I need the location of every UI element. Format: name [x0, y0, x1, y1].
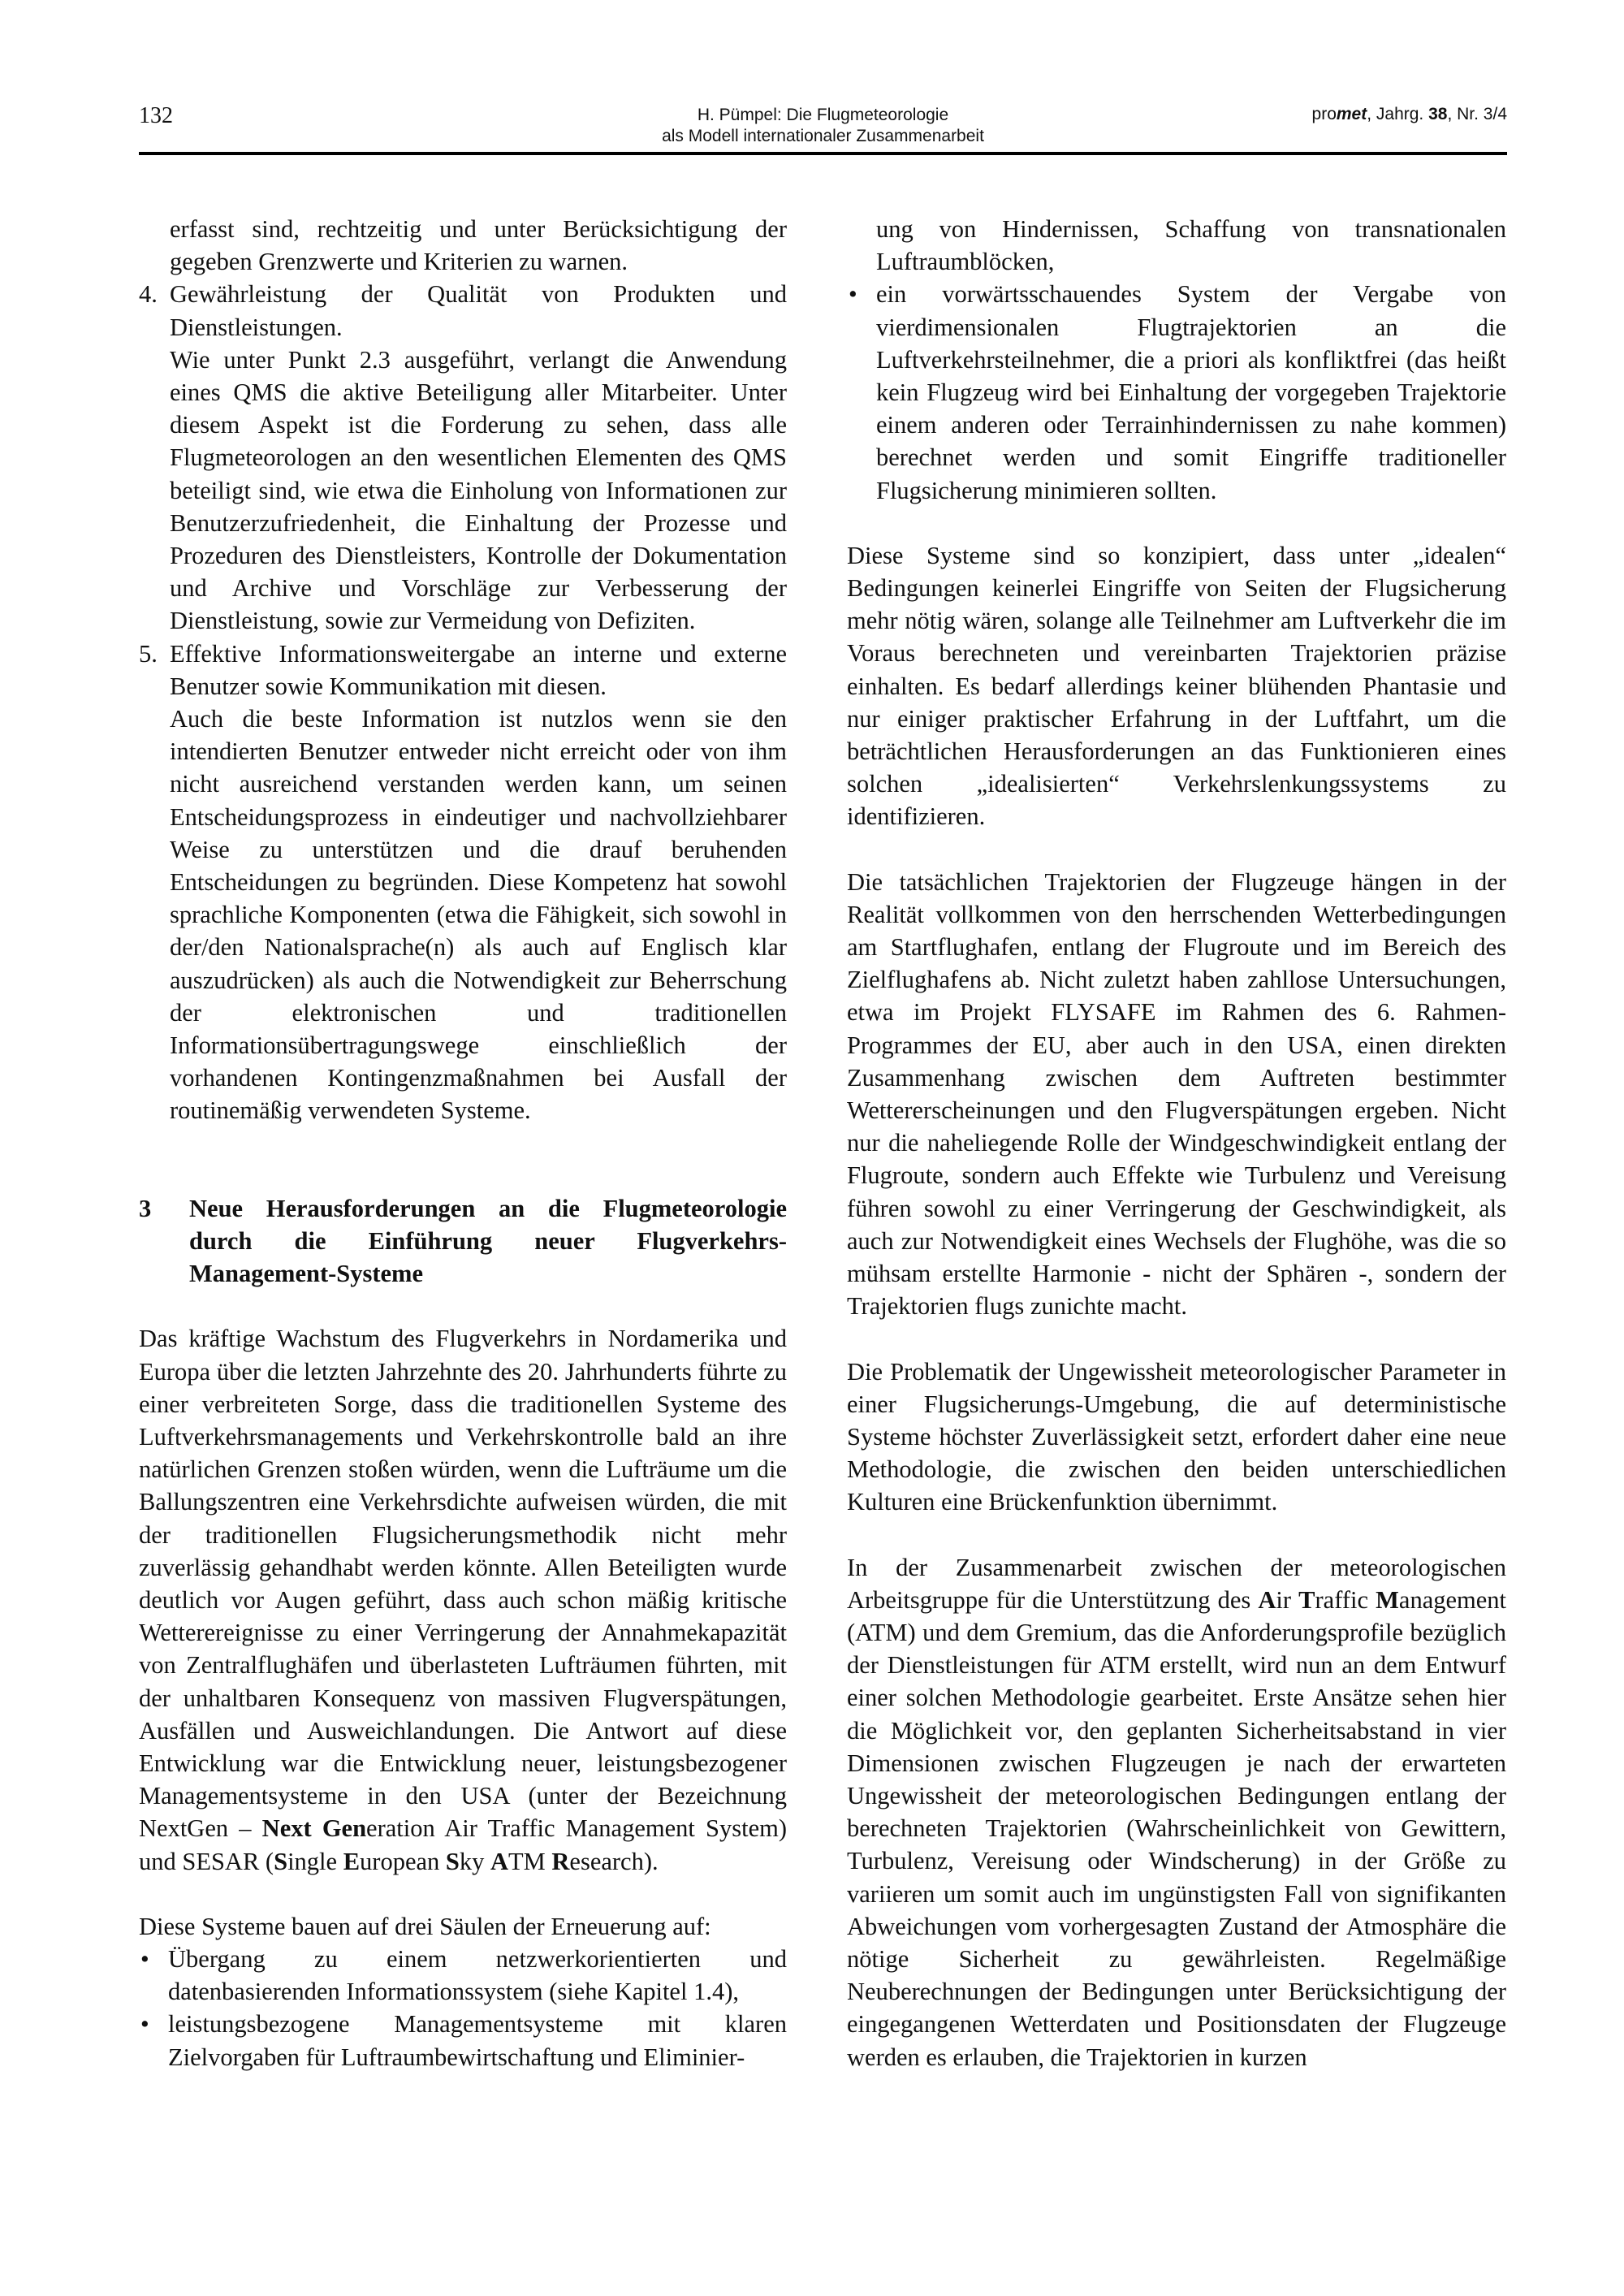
item-number: 5.	[139, 639, 158, 668]
acronym-emphasis: S	[445, 1847, 460, 1875]
journal-name-prefix: pro	[1311, 105, 1337, 123]
paragraph-text: Das kräftige Wachstum des Flugverkehrs in Nordamerika und Europa über die letzten Jahrzehnte des 20. Jahrhunderts führte zu einer verbreiteten Sorge, dass die traditionellen Systeme des Luftverkehrsmanagements und Verkehrskontrolle bald an ihre natürlichen Grenzen stoßen würden, wenn die Lufträume um die Ballungszentren eine Verkehrsdichte aufweisen würden, die mit der traditionellen Flugsicherungsmethodik nicht mehr zuverlässig gehandhabt werden könnte. Allen Beteiligten wurde deutlich vor Augen geführt, dass auch schon mäßig kritische Wetterereignisse zu einer Verringerung der Annahmekapazität von Zentralflughäfen und überlasteten Lufträumen führten, mit der unhaltbaren Konsequenz von massiven Flugverspätungen, Ausfällen und Ausweichlandungen. Die Antwort auf diese Entwicklung war die Entwicklung neuer, leistungsbezogener Managementsysteme in den USA (unter der Bezeichnung NextGen –	[139, 1325, 787, 1843]
item-body: Auch die beste Information ist nutzlos wenn sie den intendierten Benutzer entweder nicht erreicht oder von ihm nicht ausreichend verstanden werden kann, um seinen Entscheidungsprozess in eindeutiger und nachvollziehbarer Weise zu unterstützen und die drauf beruhenden Entscheidungen zu begründen. Diese Kompetenz hat sowohl sprachliche Komponenten (etwa die Fähigkeit, sich sowohl in der/den Nationalsprache(n) als auch auf Englisch klar auszudrücken) als auch die Notwendigkeit zur Beherrschung der elektronischen und traditionellen Informationsübertragungswege einschließlich der vorhandenen Kontingenzmaßnahmen bei Ausfall der routinemäßig verwendeten Systeme.	[170, 705, 787, 1125]
paragraph	[847, 1551, 1506, 2073]
bullet-icon: •	[140, 1944, 149, 1973]
acronym-emphasis: M	[1376, 1585, 1399, 1614]
header-rule	[139, 152, 1507, 155]
text-fragment: ingle	[287, 1847, 343, 1875]
text-fragment	[312, 1814, 322, 1842]
paragraph-continuation: erfasst sind, rechtzeitig und unter Berücksichtigung der gegeben Grenzwerte und Kriterien zu warnen.	[170, 215, 787, 276]
text-fragment: ky	[459, 1847, 490, 1875]
bullet-text: Übergang zu einem netzwerkorientierten und datenbasierenden Informationssystem (siehe Kapitel 1.4),	[168, 1944, 787, 2006]
acronym-emphasis: E	[343, 1847, 361, 1875]
text-fragment: anagement (ATM) und dem Gremium, das die Anforderungsprofile bezüglich der Dienstleistungen für ATM erstellt, wird nun an dem Entwurf einer solchen Methodologie gearbeitet. Erste Ansätze sehen hier die Möglichkeit vor, den geplanten Sicherheitsabstand in vier Dimensionen zwischen Flugzeugen je nach der erwarteten Ungewissheit der meteorologischen Bedingungen entlang der berechneten Trajektorien (Wahrscheinlichkeit von Gewittern, Turbulenz, Vereisung oder Windscherung) in der Größe zu variieren um somit auch im ungünstigsten Fall von signifikanten Abweichungen vom vorhergesagten Zustand der Atmosphäre die nötige Sicherheit zu gewährleisten. Regelmäßige Neuberechnungen der Bedingungen unter Berücksichtigung der eingegangenen Wetterdaten und Positionsdaten der Flugzeuge werden es erlauben, die Trajektorien in kurzen	[847, 1585, 1507, 2071]
acronym-emphasis: S	[274, 1847, 288, 1875]
paragraph-text: In der Zusammenarbeit zwischen der meteorologischen Arbeitsgruppe für die Unterstützung des	[847, 1553, 1506, 1614]
paragraph	[139, 1322, 787, 1877]
bullet-item	[847, 278, 1506, 506]
text-fragment: raffic	[1315, 1585, 1376, 1614]
acronym-emphasis: R	[551, 1847, 570, 1875]
text-fragment: ir	[1276, 1585, 1299, 1614]
journal-issue: , Nr. 3/4	[1447, 105, 1507, 123]
item-title: Effektive Informationsweitergabe an interne und externe Benutzer sowie Kommunikation mit diesen.	[170, 639, 787, 700]
paragraph: Diese Systeme sind so konzipiert, dass unter „idealen“ Bedingungen keinerlei Eingriffe von Seiten der Flugsicherung mehr nötig wären, solange alle Teilnehmer am Luftverkehr die im Voraus berechneten und vereinbarten Trajektorien präzise einhalten. Es bedarf allerdings keiner blühenden Phantasie und nur einiger praktischer Erfahrung in der Luftfahrt, um die beträchtlichen Herausforderungen an das Funktionieren eines solchen „idealisierten“ Verkehrslenkungssystems zu identifizieren.	[847, 541, 1506, 831]
journal-volume: 38	[1428, 105, 1448, 123]
bullet-text: ein vorwärtsschauendes System der Vergabe von vierdimensionalen Flugtrajektorien an die Luftverkehrsteilnehmer, die a priori als konfliktfrei (das heißt kein Flugzeug wird bei Einhaltung der vorgegeben Trajektorie einem anderen oder Terrainhindernissen zu nahe kommen) berechnet werden und somit Eingriffe traditioneller Flugsicherung minimieren sollten.	[876, 280, 1506, 504]
running-title-line1: H. Pümpel: Die Flugmeteorologie	[697, 106, 949, 124]
numbered-item-5	[139, 638, 787, 1127]
acronym-emphasis: Gen	[322, 1814, 367, 1843]
numbered-item-4	[139, 278, 787, 637]
bullet-icon: •	[849, 280, 857, 309]
right-column	[847, 213, 1506, 2073]
paragraph: Die tatsächlichen Trajektorien der Flugzeuge hängen in der Realität vollkommen von den herrschenden Wetterbedingungen am Startflughafen, entlang der Flugroute und im Bereich des Zielflughafens ab. Nicht zuletzt haben zahllose Untersuchungen, etwa im Projekt FLYSAFE im Rahmen des 6. Rahmen-Programmes der EU, aber auch in den USA, einen direkten Zusammenhang zwischen dem Auftreten bestimmter Wettererscheinungen und den Flugverspätungen ergeben. Nicht nur die naheliegende Rolle der Windgeschwindigkeit entlang der Flugroute, sondern auch Effekte wie Turbulenz und Vereisung führen sowohl zu einer Verringerung der Geschwindigkeit, als auch zur Notwendigkeit eines Wechsels der Flughöhe, was die so mühsam erstellte Harmonie - nicht der Sphären -, sondern der Trajektorien flugs zunichte macht.	[847, 867, 1506, 1321]
section-title: Neue Herausforderungen an die Flugmeteorologie durch die Einführung neuer Flugverkehrs-Management-Systeme	[189, 1194, 787, 1288]
acronym-emphasis: T	[1298, 1585, 1315, 1614]
paragraph: Die Problematik der Ungewissheit meteorologischer Parameter in einer Flugsicherungs-Umgebung, die auf deterministische Systeme höchster Zuverlässigkeit setzt, erfordert daher eine neue Methodologie, die zwischen den beiden unterschiedlichen Kulturen eine Brückenfunktion übernimmt.	[847, 1357, 1506, 1516]
running-header	[139, 102, 1507, 150]
item-title: Gewährleistung der Qualität von Produkten und Dienstleistungen.	[170, 280, 787, 341]
left-column	[139, 213, 787, 2073]
page-number: 132	[139, 103, 173, 128]
bullet-icon: •	[140, 2010, 149, 2039]
journal-name-emphasis: met	[1336, 105, 1367, 123]
running-title-line2: als Modell internationaler Zusammenarbeit	[662, 127, 984, 145]
acronym-emphasis: Next	[261, 1814, 312, 1843]
item-number: 4.	[139, 280, 158, 309]
text-fragment: esearch).	[569, 1847, 659, 1875]
acronym-emphasis: A	[490, 1847, 509, 1875]
acronym-emphasis: A	[1258, 1585, 1276, 1614]
item-body: Wie unter Punkt 2.3 ausgeführt, verlangt die Anwendung eines QMS die aktive Beteiligung aller Mitarbeiter. Unter diesem Aspekt ist die Forderung zu sehen, dass alle Flugmeteorologen an den wesentlichen Elementen des QMS beteiligt sind, wie etwa die Einholung von Informationen zur Benutzerzufriedenheit, die Einhaltung der Prozesse und Prozeduren des Dienstleisters, Kontrolle der Dokumentation und Archive und Vorschläge zur Verbesserung der Dienstleistung, sowie zur Vermeidung von Defiziten.	[170, 345, 787, 635]
text-fragment: TM	[508, 1847, 552, 1875]
journal-citation	[1312, 105, 1507, 124]
text-fragment: uropean	[360, 1847, 446, 1875]
running-title	[139, 105, 1507, 147]
section-heading	[139, 1192, 787, 1291]
bullet-text: ung von Hindernissen, Schaffung von transnationalen Luftraumblöcken,	[876, 215, 1506, 276]
text-fragment: und SESAR (	[139, 1847, 274, 1875]
bullet-item-continuation	[847, 213, 1506, 278]
section-number: 3	[139, 1194, 152, 1222]
journal-year-label: , Jahrg.	[1367, 105, 1429, 123]
text-fragment: eration Air Traffic Management System)	[366, 1814, 787, 1843]
paragraph-intro: Diese Systeme bauen auf drei Säulen der Erneuerung auf:	[139, 1912, 711, 1940]
bullet-text: leistungsbezogene Managementsysteme mit klaren Zielvorgaben für Luftraumbewirtschaftung und Eliminier-	[168, 2010, 787, 2071]
bullet-item	[139, 1943, 787, 2008]
bullet-item	[139, 2008, 787, 2073]
